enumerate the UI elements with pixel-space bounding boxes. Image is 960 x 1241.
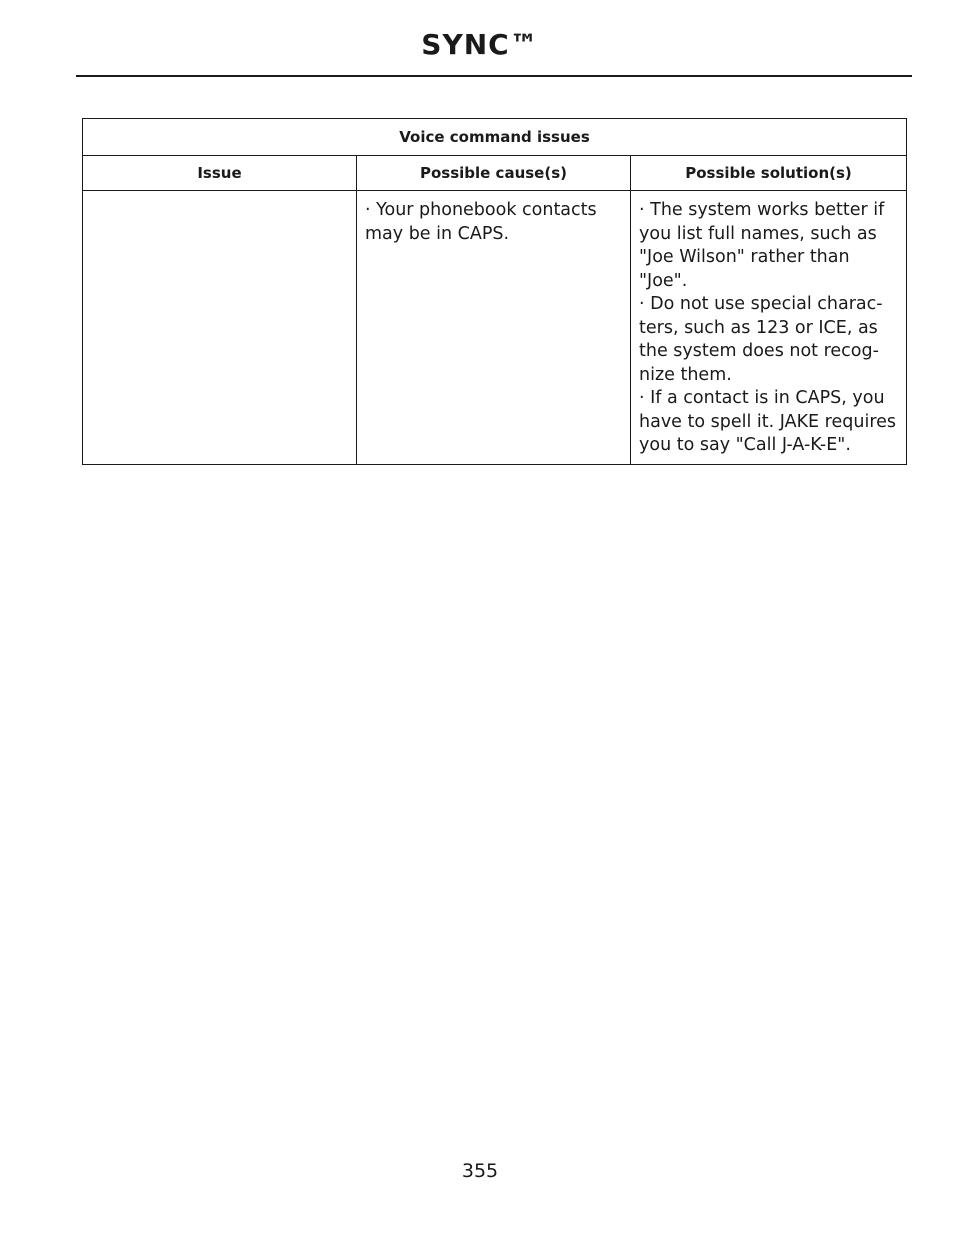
solution-item: · Do not use special characters, such as 123 or ICE, as the system does not recognize them. xyxy=(639,294,883,385)
page-number: 355 xyxy=(461,1160,499,1182)
solution-item: · If a contact is in CAPS, you have to spell it. JAKE requires you to say "Call J-A-K-E". xyxy=(639,388,897,455)
solutions-cell xyxy=(631,191,907,465)
column-header-possible-solutions: Possible solution(s) xyxy=(631,156,907,191)
column-header-issue: Issue xyxy=(83,156,357,191)
table-title: Voice command issues xyxy=(83,119,907,156)
table-header-row xyxy=(83,156,907,191)
page-title: SYNC™ xyxy=(421,28,539,61)
cause-item: · Your phonebook contacts may be in CAPS. xyxy=(365,200,597,244)
column-header-possible-causes: Possible cause(s) xyxy=(357,156,631,191)
causes-cell xyxy=(357,191,631,465)
solution-item: · The system works better if you list full names, such as "Joe Wilson" rather than "Joe". xyxy=(639,200,885,291)
issue-cell xyxy=(83,191,357,465)
table-row xyxy=(83,191,907,465)
header-divider xyxy=(76,75,912,77)
table-title-row xyxy=(83,119,907,156)
voice-command-issues-table xyxy=(82,118,907,465)
